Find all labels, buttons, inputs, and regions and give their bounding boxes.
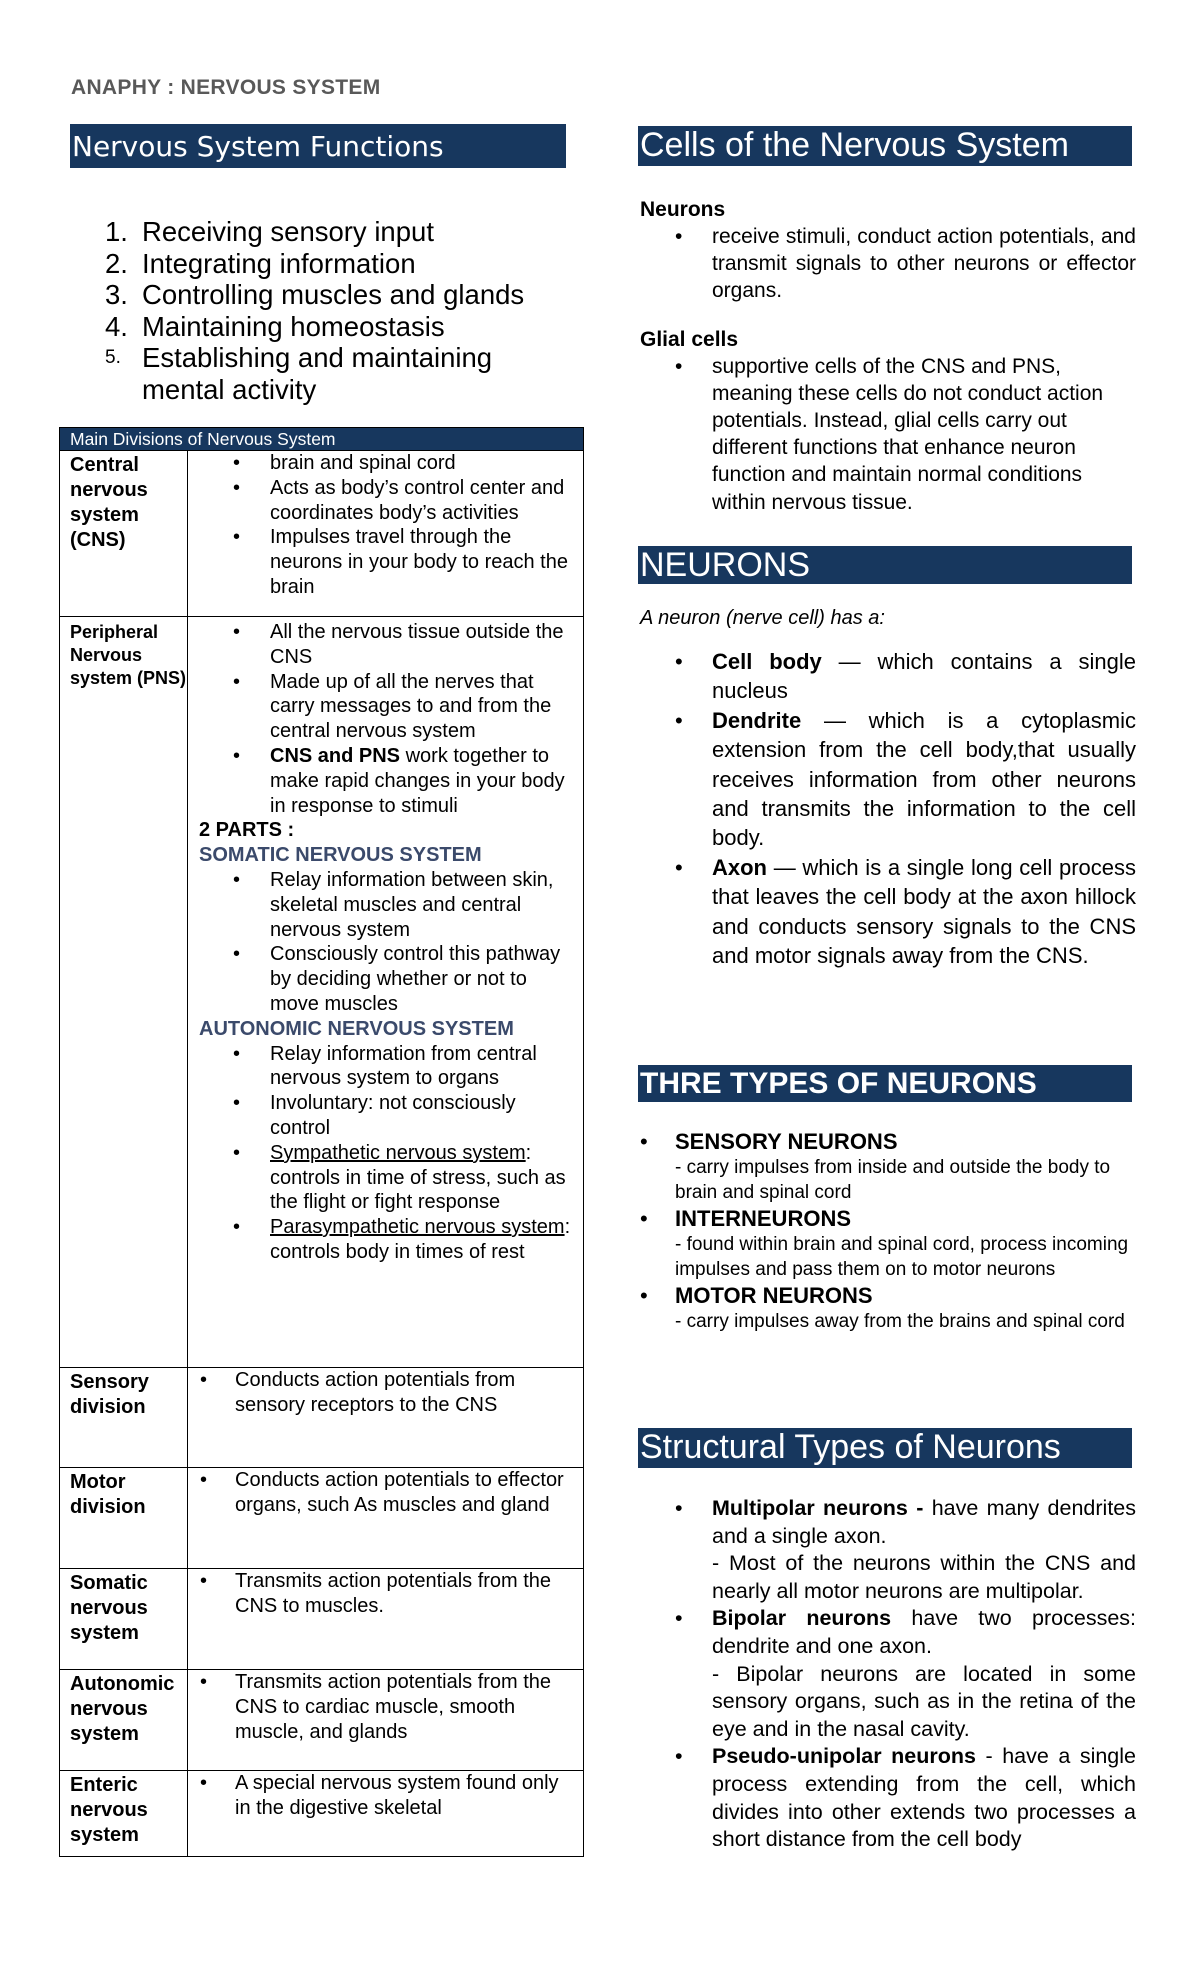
pns-label: Peripheral Nervous system (PNS)	[60, 617, 188, 1368]
term: Axon	[712, 854, 767, 880]
pns-cns-text: work together to make rapid changes in your body in response to stimuli	[270, 744, 565, 817]
parts-label: 2 PARTS :	[199, 819, 295, 842]
definition: have two processes: dendrite and one axon.	[712, 1606, 1136, 1658]
definition: — which contains a single nucleus	[712, 649, 1136, 704]
term: Cell body	[712, 649, 822, 674]
list-item	[105, 216, 545, 248]
list-item: • brain and spinal cord	[188, 451, 575, 476]
parasympathetic-term: Parasympathetic nervous system	[270, 1216, 565, 1239]
list-item: • Transmits action potentials from the CNS to cardiac muscle, smooth muscle, and glands	[188, 1670, 575, 1744]
list-item: • supportive cells of the CNS and PNS, meaning these cells do not conduct action potentials. Instead, glial cells carry out different functions that enhance neuron function and maintain normal conditions within nervous tissue.	[640, 353, 1138, 516]
list-item	[640, 1743, 1138, 1853]
list-item: • Involuntary: not consciously control	[188, 1091, 575, 1141]
list-number: 2.	[105, 247, 128, 279]
cns-content	[188, 451, 584, 617]
structural-section	[640, 1495, 1138, 1854]
autonomic-heading: AUTONOMIC NERVOUS SYSTEM	[199, 1017, 514, 1040]
autonomic-content	[188, 1670, 584, 1771]
somatic-heading: SOMATIC NERVOUS SYSTEM	[199, 844, 482, 867]
table-row	[60, 1670, 584, 1771]
list-text: Maintaining homeostasis	[142, 310, 445, 342]
definition: have many dendrites and a single axon.	[712, 1496, 1136, 1548]
list-text: Integrating information	[142, 247, 416, 279]
cells-section	[640, 197, 1138, 516]
list-item	[640, 1605, 1138, 1743]
type-desc: - carry impulses from inside and outside the body to brain and spinal cord	[675, 1157, 1111, 1204]
list-item	[105, 279, 545, 311]
somatic-label: Somatic nervous system	[60, 1569, 188, 1670]
sensory-label: Sensory division	[60, 1368, 188, 1468]
list-text: Receiving sensory input	[142, 216, 434, 247]
note: - Most of the neurons within the CNS and nearly all motor neurons are multipolar.	[712, 1551, 1136, 1603]
glial-label: Glial cells	[640, 327, 739, 351]
table-row	[60, 617, 584, 1368]
list-item: • Impulses travel through the neurons in your body to reach the brain	[188, 525, 575, 599]
type-desc: - carry impulses away from the brains and spinal cord	[675, 1310, 1125, 1332]
list-item	[105, 248, 545, 280]
document-header: ANAPHY : NERVOUS SYSTEM	[71, 76, 381, 99]
list-item	[105, 342, 545, 405]
sympathetic-text: : controls in time of stress, such as the flight or fight response	[270, 1141, 566, 1214]
list-number: 1.	[105, 216, 128, 247]
term: Dendrite	[712, 707, 802, 733]
list-text: Establishing and maintaining mental activity	[142, 342, 493, 405]
list-item	[640, 1206, 1138, 1283]
table-caption: Main Divisions of Nervous System	[60, 428, 584, 451]
somatic-content	[188, 1569, 584, 1670]
list-item: • receive stimuli, conduct action potentials, and transmit signals to other neurons or effector organs.	[640, 223, 1138, 305]
sympathetic-term: Sympathetic nervous system	[270, 1141, 526, 1164]
list-item	[640, 853, 1138, 971]
list-item	[188, 1141, 575, 1215]
motor-content	[188, 1468, 584, 1569]
list-number: 4.	[105, 310, 128, 342]
list-item: • Transmits action potentials from the CNS to muscles.	[188, 1569, 575, 1619]
divisions-table	[59, 427, 584, 1857]
list-item	[640, 1129, 1138, 1206]
neurons-intro: A neuron (nerve cell) has a:	[640, 607, 885, 629]
table-row	[60, 1771, 584, 1857]
definition: — which is a single long cell process that leaves the cell body at the axon hillock and conducts sensory signals to the CNS and motor signals away from the CNS.	[712, 854, 1136, 969]
list-item: • All the nervous tissue outside the CNS	[188, 620, 575, 670]
cells-heading: Cells of the Nervous System	[638, 126, 1132, 166]
functions-heading: Nervous System Functions	[70, 124, 566, 168]
enteric-content	[188, 1771, 584, 1857]
list-item: • Acts as body’s control center and coordinates body’s activities	[188, 476, 575, 526]
list-item: • Relay information between skin, skeletal muscles and central nervous system	[188, 868, 575, 942]
list-item	[640, 647, 1138, 706]
cns-label: Central nervous system (CNS)	[60, 451, 188, 617]
structural-heading: Structural Types of Neurons	[638, 1428, 1132, 1468]
list-item: • Consciously control this pathway by deciding whether or not to move muscles	[188, 942, 575, 1016]
list-item	[105, 311, 545, 343]
list-item: • Conducts action potentials from sensory receptors to the CNS	[188, 1368, 575, 1418]
table-row	[60, 1468, 584, 1569]
list-item: • A special nervous system found only in the digestive skeletal	[188, 1771, 575, 1821]
motor-label: Motor division	[60, 1468, 188, 1569]
types-heading: THRE TYPES OF NEURONS	[638, 1065, 1132, 1102]
pns-content	[188, 617, 584, 1368]
term: Bipolar neurons	[712, 1606, 892, 1631]
list-item	[640, 706, 1138, 853]
list-item	[640, 1495, 1138, 1605]
list-item	[188, 1215, 575, 1265]
types-section	[640, 1129, 1138, 1334]
term: Pseudo-unipolar neurons	[712, 1744, 976, 1769]
neurons-section	[640, 605, 1138, 970]
list-item: • Made up of all the nerves that carry messages to and from the central nervous system	[188, 670, 575, 744]
list-item	[188, 744, 575, 818]
parasympathetic-text: : controls body in times of rest	[270, 1216, 571, 1263]
type-desc: - found within brain and spinal cord, process incoming impulses and pass them on to motor neurons	[675, 1233, 1129, 1281]
autonomic-label: Autonomic nervous system	[60, 1670, 188, 1771]
table-row	[60, 451, 584, 617]
type-title: • MOTOR NEURONS	[675, 1282, 873, 1308]
enteric-label: Enteric nervous system	[60, 1771, 188, 1857]
neurons-heading: NEURONS	[638, 546, 1132, 584]
list-number: 3.	[105, 279, 128, 310]
table-row	[60, 1569, 584, 1670]
list-item	[640, 1283, 1138, 1334]
pns-cns-term: CNS and PNS	[270, 744, 401, 767]
table-row	[60, 1368, 584, 1468]
definition: — which is a cytoplasmic extension from the cell body,that usually receives information from other neurons and transmits the information to the cell body.	[712, 707, 1136, 851]
type-title: • SENSORY NEURONS	[675, 1129, 898, 1154]
definition: - have a single process extending from the cell, which divides into other extends two processes a short distance from the cell body	[712, 1744, 1137, 1852]
functions-list	[105, 216, 545, 405]
list-item: • Relay information from central nervous system to organs	[188, 1042, 575, 1092]
note: - Bipolar neurons are located in some sensory organs, such as in the retina of the eye and in the nasal cavity.	[712, 1661, 1136, 1741]
sensory-content	[188, 1368, 584, 1468]
list-number: 5.	[105, 347, 121, 368]
list-text: Controlling muscles and glands	[142, 279, 525, 310]
term: Multipolar neurons -	[712, 1496, 924, 1520]
list-item: • Conducts action potentials to effector organs, such As muscles and gland	[188, 1468, 575, 1518]
type-title: • INTERNEURONS	[675, 1205, 852, 1231]
neurons-label: Neurons	[640, 198, 726, 221]
